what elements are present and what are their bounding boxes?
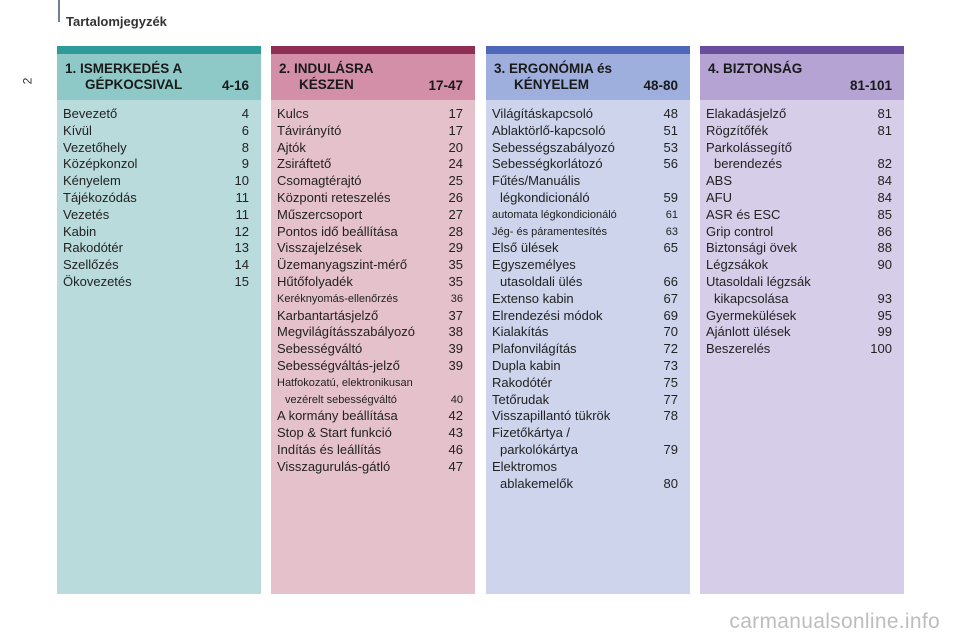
toc-entry[interactable] [277, 408, 463, 425]
toc-entry-label: Fűtés/Manuális [492, 173, 581, 189]
toc-entry-label: Plafonvilágítás [492, 341, 577, 357]
toc-entry[interactable] [277, 375, 463, 392]
toc-entry-page: 72 [663, 341, 678, 357]
toc-entry-label: Gyermekülések [706, 307, 797, 323]
toc-entry-page: 86 [877, 223, 892, 239]
section-1-column [57, 46, 261, 594]
toc-entry-label: AFU [706, 189, 732, 205]
toc-entry-label: Keréknyomás-ellenőrzés [277, 292, 399, 305]
toc-entry[interactable] [492, 375, 678, 392]
toc-entry-label: Kívül [63, 122, 92, 138]
toc-entry-label: Ablaktörlő-kapcsoló [492, 122, 606, 138]
toc-entry-page: 17 [448, 106, 463, 121]
toc-entry-page: 25 [448, 173, 463, 189]
toc-entry-page: 88 [877, 240, 892, 256]
section-title-line1: 1. ISMERKEDÉS A [65, 61, 183, 76]
toc-entry-label: utasoldali ülés [500, 273, 583, 289]
toc-entry-page: 8 [241, 139, 249, 155]
toc-list [700, 100, 904, 358]
toc-entry-label: parkolókártya [500, 441, 579, 457]
toc-entry[interactable] [492, 358, 678, 375]
toc-entry-label: Visszapillantó tükrök [492, 408, 611, 424]
toc-entry[interactable] [63, 123, 249, 140]
toc-entry-page: 39 [448, 357, 463, 373]
toc-entry-label: Parkolássegítő [706, 139, 792, 155]
toc-entry-page: 42 [448, 408, 463, 424]
toc-entry-label: Csomagtérajtó [277, 173, 362, 189]
toc-entry-page: 100 [870, 341, 892, 357]
toc-entry-page: 11 [235, 206, 249, 222]
toc-entry-label: Visszagurulás-gátló [277, 458, 391, 474]
toc-entry[interactable] [492, 341, 678, 358]
toc-entry-label: Beszerelés [706, 341, 771, 357]
toc-entry-label: Extenso kabin [492, 290, 574, 306]
section-page-range: 48-80 [643, 78, 678, 93]
toc-entry-label: Vezetőhely [63, 139, 127, 155]
toc-entry[interactable] [277, 324, 463, 341]
toc-entry-page: 90 [877, 257, 892, 273]
toc-entry-label: Egyszemélyes [492, 257, 576, 273]
toc-entry[interactable] [492, 408, 678, 425]
toc-entry-label: Szellőzés [63, 257, 119, 273]
toc-entry-label: Utasoldali légzsák [706, 273, 811, 289]
toc-entry-page: 35 [448, 273, 463, 289]
toc-entry[interactable] [63, 224, 249, 241]
toc-entry-label: Zsiráftető [277, 156, 332, 172]
toc-entry-label: Fizetőkártya / [492, 425, 571, 441]
toc-entry-page: 95 [877, 307, 892, 323]
toc-entry-page: 17 [448, 122, 463, 138]
toc-entry[interactable] [706, 308, 892, 325]
toc-entry[interactable] [277, 156, 463, 173]
toc-entry[interactable] [492, 425, 678, 442]
toc-entry-label: Megvilágításszabályozó [277, 324, 416, 340]
toc-entry-page: 77 [663, 391, 678, 407]
toc-entry[interactable] [277, 190, 463, 207]
toc-entry-page: 67 [663, 290, 678, 306]
toc-entry[interactable] [277, 308, 463, 325]
toc-entry[interactable] [277, 106, 463, 123]
toc-entry-page: 37 [448, 307, 463, 323]
toc-entry-page: 56 [663, 156, 678, 172]
toc-entry[interactable] [277, 291, 463, 308]
toc-entry-page: 82 [877, 156, 892, 172]
toc-entry-page: 81 [877, 106, 892, 121]
toc-entry-label: ASR és ESC [706, 206, 781, 222]
toc-entry-page: 80 [663, 475, 678, 491]
toc-entry-page: 63 [665, 225, 678, 238]
toc-entry-label: Kialakítás [492, 324, 549, 340]
toc-entry-page: 93 [877, 290, 892, 306]
page-number: 2 [20, 77, 35, 85]
toc-entry-page: 14 [234, 257, 249, 273]
toc-entry-label: Hatfokozatú, elektronikusan [277, 376, 413, 389]
toc-entry-page: 46 [448, 441, 463, 457]
toc-entry-page: 4 [241, 106, 249, 121]
toc-entry-page: 36 [450, 292, 463, 305]
toc-entry[interactable] [277, 140, 463, 157]
toc-entry-label: Elektromos [492, 458, 558, 474]
toc-entry-label: Indítás és leállítás [277, 441, 382, 457]
toc-entry-page: 84 [877, 189, 892, 205]
toc-entry[interactable] [277, 123, 463, 140]
toc-entry-label: Sebességkorlátozó [492, 156, 603, 172]
toc-entry-label: Ajtók [277, 139, 306, 155]
toc-entry[interactable] [277, 442, 463, 459]
section-color-bar [700, 46, 904, 54]
toc-entry[interactable] [492, 442, 678, 459]
left-rule [58, 0, 60, 22]
toc-entry[interactable] [706, 190, 892, 207]
toc-entry-page: 13 [234, 240, 249, 256]
toc-entry[interactable] [492, 240, 678, 257]
toc-entry-label: Középkonzol [63, 156, 138, 172]
toc-entry-page: 51 [663, 122, 678, 138]
toc-entry-label: Üzemanyagszint-mérő [277, 257, 408, 273]
toc-list [271, 100, 475, 476]
toc-entry[interactable] [706, 257, 892, 274]
toc-entry-label: Vezetés [63, 206, 110, 222]
toc-entry-page: 35 [448, 257, 463, 273]
toc-entry-label: Dupla kabin [492, 357, 561, 373]
toc-entry[interactable] [706, 240, 892, 257]
toc-entry[interactable] [492, 308, 678, 325]
toc-entry-label: Jég- és páramentesítés [492, 225, 607, 238]
toc-entry[interactable] [63, 274, 249, 291]
toc-entry-label: Rakodótér [492, 374, 552, 390]
toc-entry-label: Első ülések [492, 240, 559, 256]
section-header[interactable] [271, 54, 475, 100]
toc-entry-label: Légzsákok [706, 257, 769, 273]
toc-entry[interactable] [492, 224, 678, 241]
section-title-line2: KÉNYELEM [514, 77, 590, 92]
toc-entry[interactable] [63, 257, 249, 274]
toc-entry[interactable] [492, 324, 678, 341]
toc-entry-page: 65 [663, 240, 678, 256]
toc-entry-page: 73 [663, 357, 678, 373]
toc-entry-label: Stop & Start funkció [277, 425, 392, 441]
section-page-range: 17-47 [428, 78, 463, 93]
toc-entry[interactable] [63, 240, 249, 257]
section-page-range: 81-101 [849, 78, 892, 93]
toc-entry[interactable] [277, 207, 463, 224]
toc-entry[interactable] [706, 140, 892, 157]
toc-entry[interactable] [277, 224, 463, 241]
toc-entry-page: 27 [448, 206, 463, 222]
toc-entry-label: Sebességszabályozó [492, 139, 615, 155]
toc-entry-page: 79 [663, 441, 678, 457]
document-title: Tartalomjegyzék [66, 14, 167, 29]
toc-entry-label: automata légkondicionáló [492, 208, 617, 221]
toc-entry-page: 59 [663, 189, 678, 205]
toc-entry-page: 15 [234, 273, 249, 289]
toc-entry[interactable] [706, 324, 892, 341]
toc-entry[interactable] [492, 476, 678, 493]
toc-entry-label: vezérelt sebességváltó [285, 393, 397, 406]
toc-entry-page: 11 [235, 189, 249, 205]
toc-entry[interactable] [706, 123, 892, 140]
section-color-bar [486, 46, 690, 54]
toc-entry-label: Központi reteszelés [277, 189, 391, 205]
toc-entry-page: 81 [877, 122, 892, 138]
toc-entry[interactable] [492, 291, 678, 308]
toc-entry-label: Elakadásjelző [706, 106, 787, 121]
toc-entry-page: 61 [665, 208, 678, 221]
toc-entry[interactable] [63, 106, 249, 123]
toc-entry-page: 78 [663, 408, 678, 424]
section-title-line1: 3. ERGONÓMIA és [494, 61, 613, 76]
toc-entry-page: 10 [234, 173, 249, 189]
toc-entry-label: Kabin [63, 223, 97, 239]
toc-entry-label: légkondicionáló [500, 189, 590, 205]
toc-entry-page: 38 [448, 324, 463, 340]
toc-entry[interactable] [706, 341, 892, 358]
toc-entry[interactable] [63, 190, 249, 207]
toc-entry[interactable] [492, 207, 678, 224]
toc-entry-page: 20 [448, 139, 463, 155]
toc-entry-label: Rögzítőfék [706, 122, 769, 138]
toc-entry-page: 53 [663, 139, 678, 155]
section-header[interactable] [57, 54, 261, 100]
toc-entry-page: 99 [877, 324, 892, 340]
toc-entry-page: 12 [234, 223, 249, 239]
toc-entry-page: 75 [663, 374, 678, 390]
toc-entry-label: Tetőrudak [492, 391, 550, 407]
toc-entry-page: 26 [448, 189, 463, 205]
toc-entry-label: Sebességváltás-jelző [277, 357, 400, 373]
toc-entry-label: Bevezető [63, 106, 118, 121]
toc-entry-label: A kormány beállítása [277, 408, 398, 424]
toc-entry[interactable] [492, 392, 678, 409]
toc-entry[interactable] [706, 274, 892, 291]
toc-entry-label: berendezés [714, 156, 782, 172]
toc-entry[interactable] [277, 392, 463, 409]
toc-entry-page: 6 [241, 122, 249, 138]
section-page-range: 4-16 [221, 78, 249, 93]
toc-entry-label: Visszajelzések [277, 240, 363, 256]
toc-entry-label: Ökovezetés [63, 273, 132, 289]
toc-entry-label: Grip control [706, 223, 774, 239]
section-header[interactable] [486, 54, 690, 100]
toc-entry[interactable] [492, 106, 678, 123]
toc-entry-page: 84 [877, 173, 892, 189]
toc-entry[interactable] [492, 173, 678, 190]
toc-entry-page: 39 [448, 341, 463, 357]
toc-entry[interactable] [63, 156, 249, 173]
toc-entry[interactable] [277, 274, 463, 291]
toc-entry-label: Rakodótér [63, 240, 123, 256]
toc-entry-label: Sebességváltó [277, 341, 363, 357]
section-title-line1: 4. BIZTONSÁG [708, 61, 803, 76]
toc-entry-label: Hűtőfolyadék [277, 273, 353, 289]
toc-entry[interactable] [63, 173, 249, 190]
toc-entry[interactable] [492, 140, 678, 157]
toc-entry-page: 47 [448, 458, 463, 474]
toc-entry-page: 28 [448, 223, 463, 239]
toc-entry[interactable] [492, 190, 678, 207]
toc-entry[interactable] [277, 341, 463, 358]
toc-list [57, 100, 261, 291]
toc-entry-page: 24 [448, 156, 463, 172]
section-title-line1: 2. INDULÁSRA [279, 61, 374, 76]
toc-entry[interactable] [492, 257, 678, 274]
toc-entry[interactable] [492, 123, 678, 140]
toc-entry[interactable] [706, 224, 892, 241]
toc-entry-label: Világításkapcsoló [492, 106, 593, 121]
toc-entry-page: 69 [663, 307, 678, 323]
section-header[interactable] [700, 54, 904, 100]
toc-entry-label: kikapcsolása [714, 290, 789, 306]
toc-entry[interactable] [492, 274, 678, 291]
toc-entry-label: Távirányító [277, 122, 342, 138]
toc-entry[interactable] [492, 156, 678, 173]
toc-entry[interactable] [492, 459, 678, 476]
toc-entry-page: 29 [448, 240, 463, 256]
toc-entry[interactable] [277, 459, 463, 476]
toc-entry-page: 43 [448, 425, 463, 441]
section-title-line2: GÉPKOCSIVAL [85, 77, 183, 92]
toc-entry[interactable] [706, 291, 892, 308]
toc-entry[interactable] [63, 140, 249, 157]
section-2-column [271, 46, 475, 594]
toc-entry-label: Pontos idő beállítása [277, 223, 398, 239]
toc-entry-page: 48 [663, 106, 678, 121]
toc-entry-page: 9 [241, 156, 249, 172]
section-title-line2: KÉSZEN [299, 77, 354, 92]
toc-entry[interactable] [706, 156, 892, 173]
toc-entry[interactable] [706, 106, 892, 123]
toc-entry-label: Kulcs [277, 106, 309, 121]
toc-entry-label: Tájékozódás [63, 189, 137, 205]
toc-entry[interactable] [706, 173, 892, 190]
toc-entry-page: 70 [663, 324, 678, 340]
section-3-column [486, 46, 690, 594]
toc-entry[interactable] [277, 173, 463, 190]
toc-entry-label: Elrendezési módok [492, 307, 603, 323]
toc-entry[interactable] [277, 257, 463, 274]
toc-entry-page: 85 [877, 206, 892, 222]
toc-entry[interactable] [277, 425, 463, 442]
toc-entry[interactable] [277, 240, 463, 257]
toc-entry-label: Ajánlott ülések [706, 324, 791, 340]
toc-entry-label: Karbantartásjelző [277, 307, 379, 323]
toc-entry-label: Műszercsoport [277, 206, 363, 222]
toc-entry[interactable] [63, 207, 249, 224]
toc-list [486, 100, 690, 492]
section-color-bar [57, 46, 261, 54]
section-4-column [700, 46, 904, 594]
toc-entry[interactable] [706, 207, 892, 224]
toc-entry-label: Kényelem [63, 173, 121, 189]
toc-entry-page: 66 [663, 273, 678, 289]
toc-entry-label: ablakemelők [500, 475, 573, 491]
toc-entry-label: ABS [706, 173, 733, 189]
toc-entry-page: 40 [450, 393, 463, 406]
watermark: carmanualsonline.info [729, 610, 940, 633]
toc-entry[interactable] [277, 358, 463, 375]
toc-entry-label: Biztonsági övek [706, 240, 798, 256]
section-color-bar [271, 46, 475, 54]
